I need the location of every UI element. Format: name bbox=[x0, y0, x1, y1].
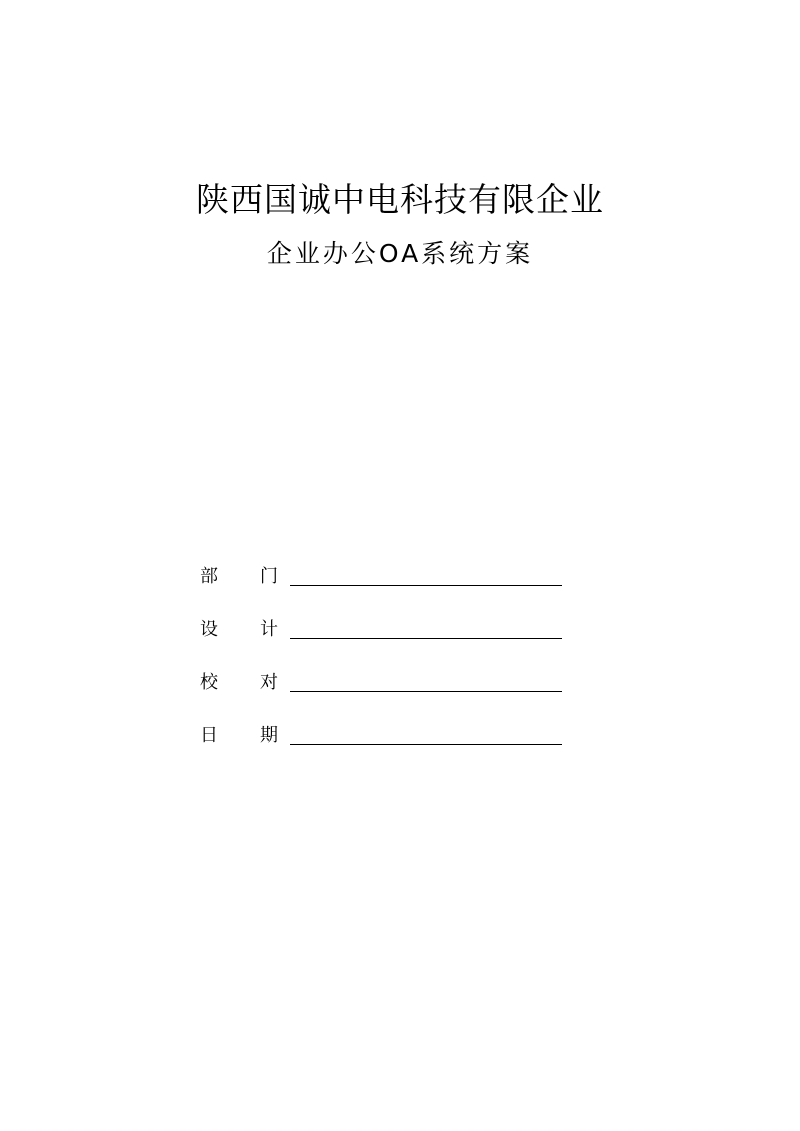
page-title: 陕西国诚中电科技有限企业 bbox=[196, 180, 604, 219]
proofread-blank-line bbox=[290, 691, 562, 692]
field-label-char: 计 bbox=[260, 619, 278, 640]
design-blank-line bbox=[290, 638, 562, 639]
date-blank-line bbox=[290, 744, 562, 745]
department-blank-line bbox=[290, 585, 562, 586]
field-label-char: 部 bbox=[200, 566, 218, 587]
field-label-char: 门 bbox=[260, 566, 278, 587]
field-label-char: 设 bbox=[200, 619, 218, 640]
form-row-date bbox=[200, 719, 570, 772]
form-row-proofread bbox=[200, 666, 570, 719]
form-row-design bbox=[200, 613, 570, 666]
page-subtitle: 企业办公OA系统方案 bbox=[266, 239, 534, 268]
signature-form bbox=[200, 560, 570, 772]
field-label-char: 期 bbox=[260, 725, 278, 746]
form-row-department bbox=[200, 560, 570, 613]
field-label-char: 对 bbox=[260, 672, 278, 693]
field-label-char: 校 bbox=[200, 672, 218, 693]
field-label-char: 日 bbox=[200, 725, 218, 746]
